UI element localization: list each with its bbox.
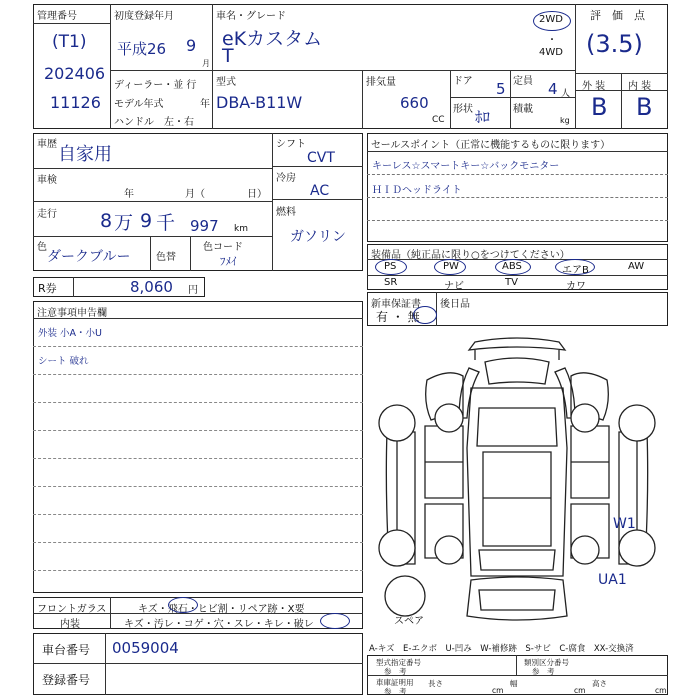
shape-value: ﾎﾛ [475,108,491,126]
sales-point-2: ＨＩＤヘッドライト [372,185,462,196]
warranty-none-circle [413,306,437,324]
color-value: ダークブルー [47,249,131,265]
notes-rule-line [33,542,363,543]
width-cm: cm [574,686,586,695]
r-ticket-label: R券 [38,282,57,295]
model-year-label: モデル年式 [114,99,164,110]
mileage-1k: 9 [140,210,153,232]
color-code-label: 色コード [203,242,243,253]
drive-2wd: 2WD [539,14,563,25]
mgmt-label: 管理番号 [37,11,77,22]
fuel-value: ガソリン [290,229,346,245]
grade-label: 評 価 点 [590,9,645,22]
first-reg-label: 初度登録年月 [114,11,174,22]
mileage-sen: 千 [156,212,176,234]
warranty-value: 有 ・ 無 [376,310,420,324]
displacement-label: 排気量 [366,77,396,88]
class-number-label: 類別区分番号 [524,658,569,667]
notes-rule-line [33,486,363,487]
drive-dot: ・ [547,35,557,46]
equip-leather: カワ [566,281,586,292]
class-number-ref: 参 考 [532,667,555,676]
mileage-rest: 997 [190,217,219,235]
front-glass-value: キズ・飛石・ヒビ割・リペア跡・X要 [138,604,305,615]
glass-chip-circle [168,597,198,613]
type-number-label: 型式指定番号 [376,658,421,667]
cc-unit: CC [432,115,445,125]
notes-rule-line [33,346,363,347]
equip-ps: PS [384,261,397,272]
color-label: 色 [37,242,47,253]
inspection-label: 車検 [37,175,57,186]
interior-cond-value: キズ・汚レ・コゲ・穴・スレ・キレ・破レ [124,619,314,630]
front-glass-label: フロントガラス [37,604,107,615]
history-label: 車歴 [37,139,57,150]
mgmt-code: (T1) [52,32,87,52]
first-reg-month: 9 [186,36,197,55]
inspection-month: 月（ [185,189,205,200]
load-label: 積載 [513,104,533,115]
car-grade: T [222,45,234,67]
damage-legend: A-キズ E-エクボ U-凹み W-補修跡 S-サビ C-腐食 XX-交換済 [369,644,634,654]
mileage-10k: 8 [100,210,113,232]
warranty-label: 新車保証書 [371,299,421,310]
equip-abs: ABS [502,261,522,272]
chassis-label: 車台番号 [42,643,91,657]
interior-tear-circle [320,613,350,629]
height-label: 高さ [592,679,607,688]
person-unit: 人 [561,89,571,99]
equipment-label: 装備品（純正品に限り○をつけてください） [371,250,570,261]
damage-mark-ua1: UA1 [598,572,627,588]
door-value: 5 [496,80,506,98]
history-value: 自家用 [58,144,112,165]
drive-4wd: 4WD [539,47,563,58]
door-label: ドア [453,76,473,87]
kg-unit: kg [560,116,570,125]
notes-rule-line [33,402,363,403]
mileage-label: 走行 [37,209,57,220]
equip-navi: ナビ [444,281,464,292]
r-ticket-box [33,277,205,297]
fuel-label: 燃料 [276,207,296,218]
exterior-label: 外 装 [582,81,606,92]
cert-label: 車庫証明用 [376,678,414,687]
color-code-value: ﾌﾒｲ [220,255,237,268]
notes-rule-line [33,514,363,515]
length-label: 長さ [428,679,443,688]
ac-value: AC [310,183,330,199]
mgmt-number-2: 11126 [50,93,101,112]
inspection-year: 年 [124,189,134,200]
year-unit: 年 [200,99,210,110]
inspection-day: 日） [247,189,267,200]
handle-label: ハンドル 左・右 [114,117,194,128]
displacement-value: 660 [400,94,429,112]
note-line-2: シート 破れ [38,356,89,367]
height-cm: cm [655,686,667,695]
interior-label: 内 装 [628,81,652,92]
model-label: 型式 [216,77,236,88]
r-ticket-value: 8,060 [130,278,173,296]
interior-score: B [636,93,653,121]
length-cm: cm [492,686,504,695]
first-reg-era: 平成26 [117,40,167,58]
month-unit: 月 [202,59,210,68]
shape-label: 形状 [453,104,473,115]
damage-mark-w1: W1 [613,516,636,532]
registration-label: 登録番号 [42,673,91,687]
mileage-man: 万 [114,212,134,234]
equip-sr: SR [384,277,398,288]
notes-rule-line [33,374,363,375]
sales-points-label: セールスポイント（正常に機能するものに限ります） [371,140,611,151]
equip-airbag-circle [555,259,595,275]
chassis-value: 0059004 [112,639,179,657]
equip-tv: TV [505,277,518,288]
capacity-value: 4 [548,80,558,98]
notes-section [33,301,363,593]
car-name-label: 車名・グレード [216,11,286,22]
later-items-label: 後日品 [440,299,470,310]
top-section [33,4,668,129]
equip-pw: PW [443,261,459,272]
shift-value: CVT [307,150,335,166]
interior-cond-label: 内装 [60,619,80,630]
equip-abs-circle [495,259,531,275]
exterior-score: B [591,93,608,121]
notes-rule-line [33,430,363,431]
notes-label: 注意事項申告欄 [37,308,107,319]
mgmt-number-1: 202406 [44,64,106,83]
grade-score: (3.5) [586,30,643,58]
model-value: DBA-B11W [216,93,303,112]
notes-rule-line [33,458,363,459]
recolor-label: 色替 [156,252,176,263]
equip-pw-circle [434,259,466,275]
ac-label: 冷房 [276,173,296,184]
shift-label: シフト [276,139,306,150]
yen-unit: 円 [188,285,198,296]
equip-airbag: エアB [562,265,589,276]
notes-rule-line [33,570,363,571]
width-label: 幅 [510,679,518,688]
dealer-label: ディーラー・並 行 [114,80,197,91]
capacity-label: 定員 [513,76,533,87]
type-number-ref: 参 考 [384,667,407,676]
sales-point-1: キーレス☆スマートキー☆バックモニター [372,161,560,172]
note-line-1: 外装 小A・小U [38,328,102,339]
cert-ref: 参 考 [384,687,407,696]
km-unit: km [234,224,248,234]
vehicle-diagram [367,328,668,636]
equip-aw: AW [628,261,645,272]
car-name: eKカスタム [222,28,323,50]
equip-ps-circle [375,259,407,275]
spare-label: スペア [394,616,424,627]
